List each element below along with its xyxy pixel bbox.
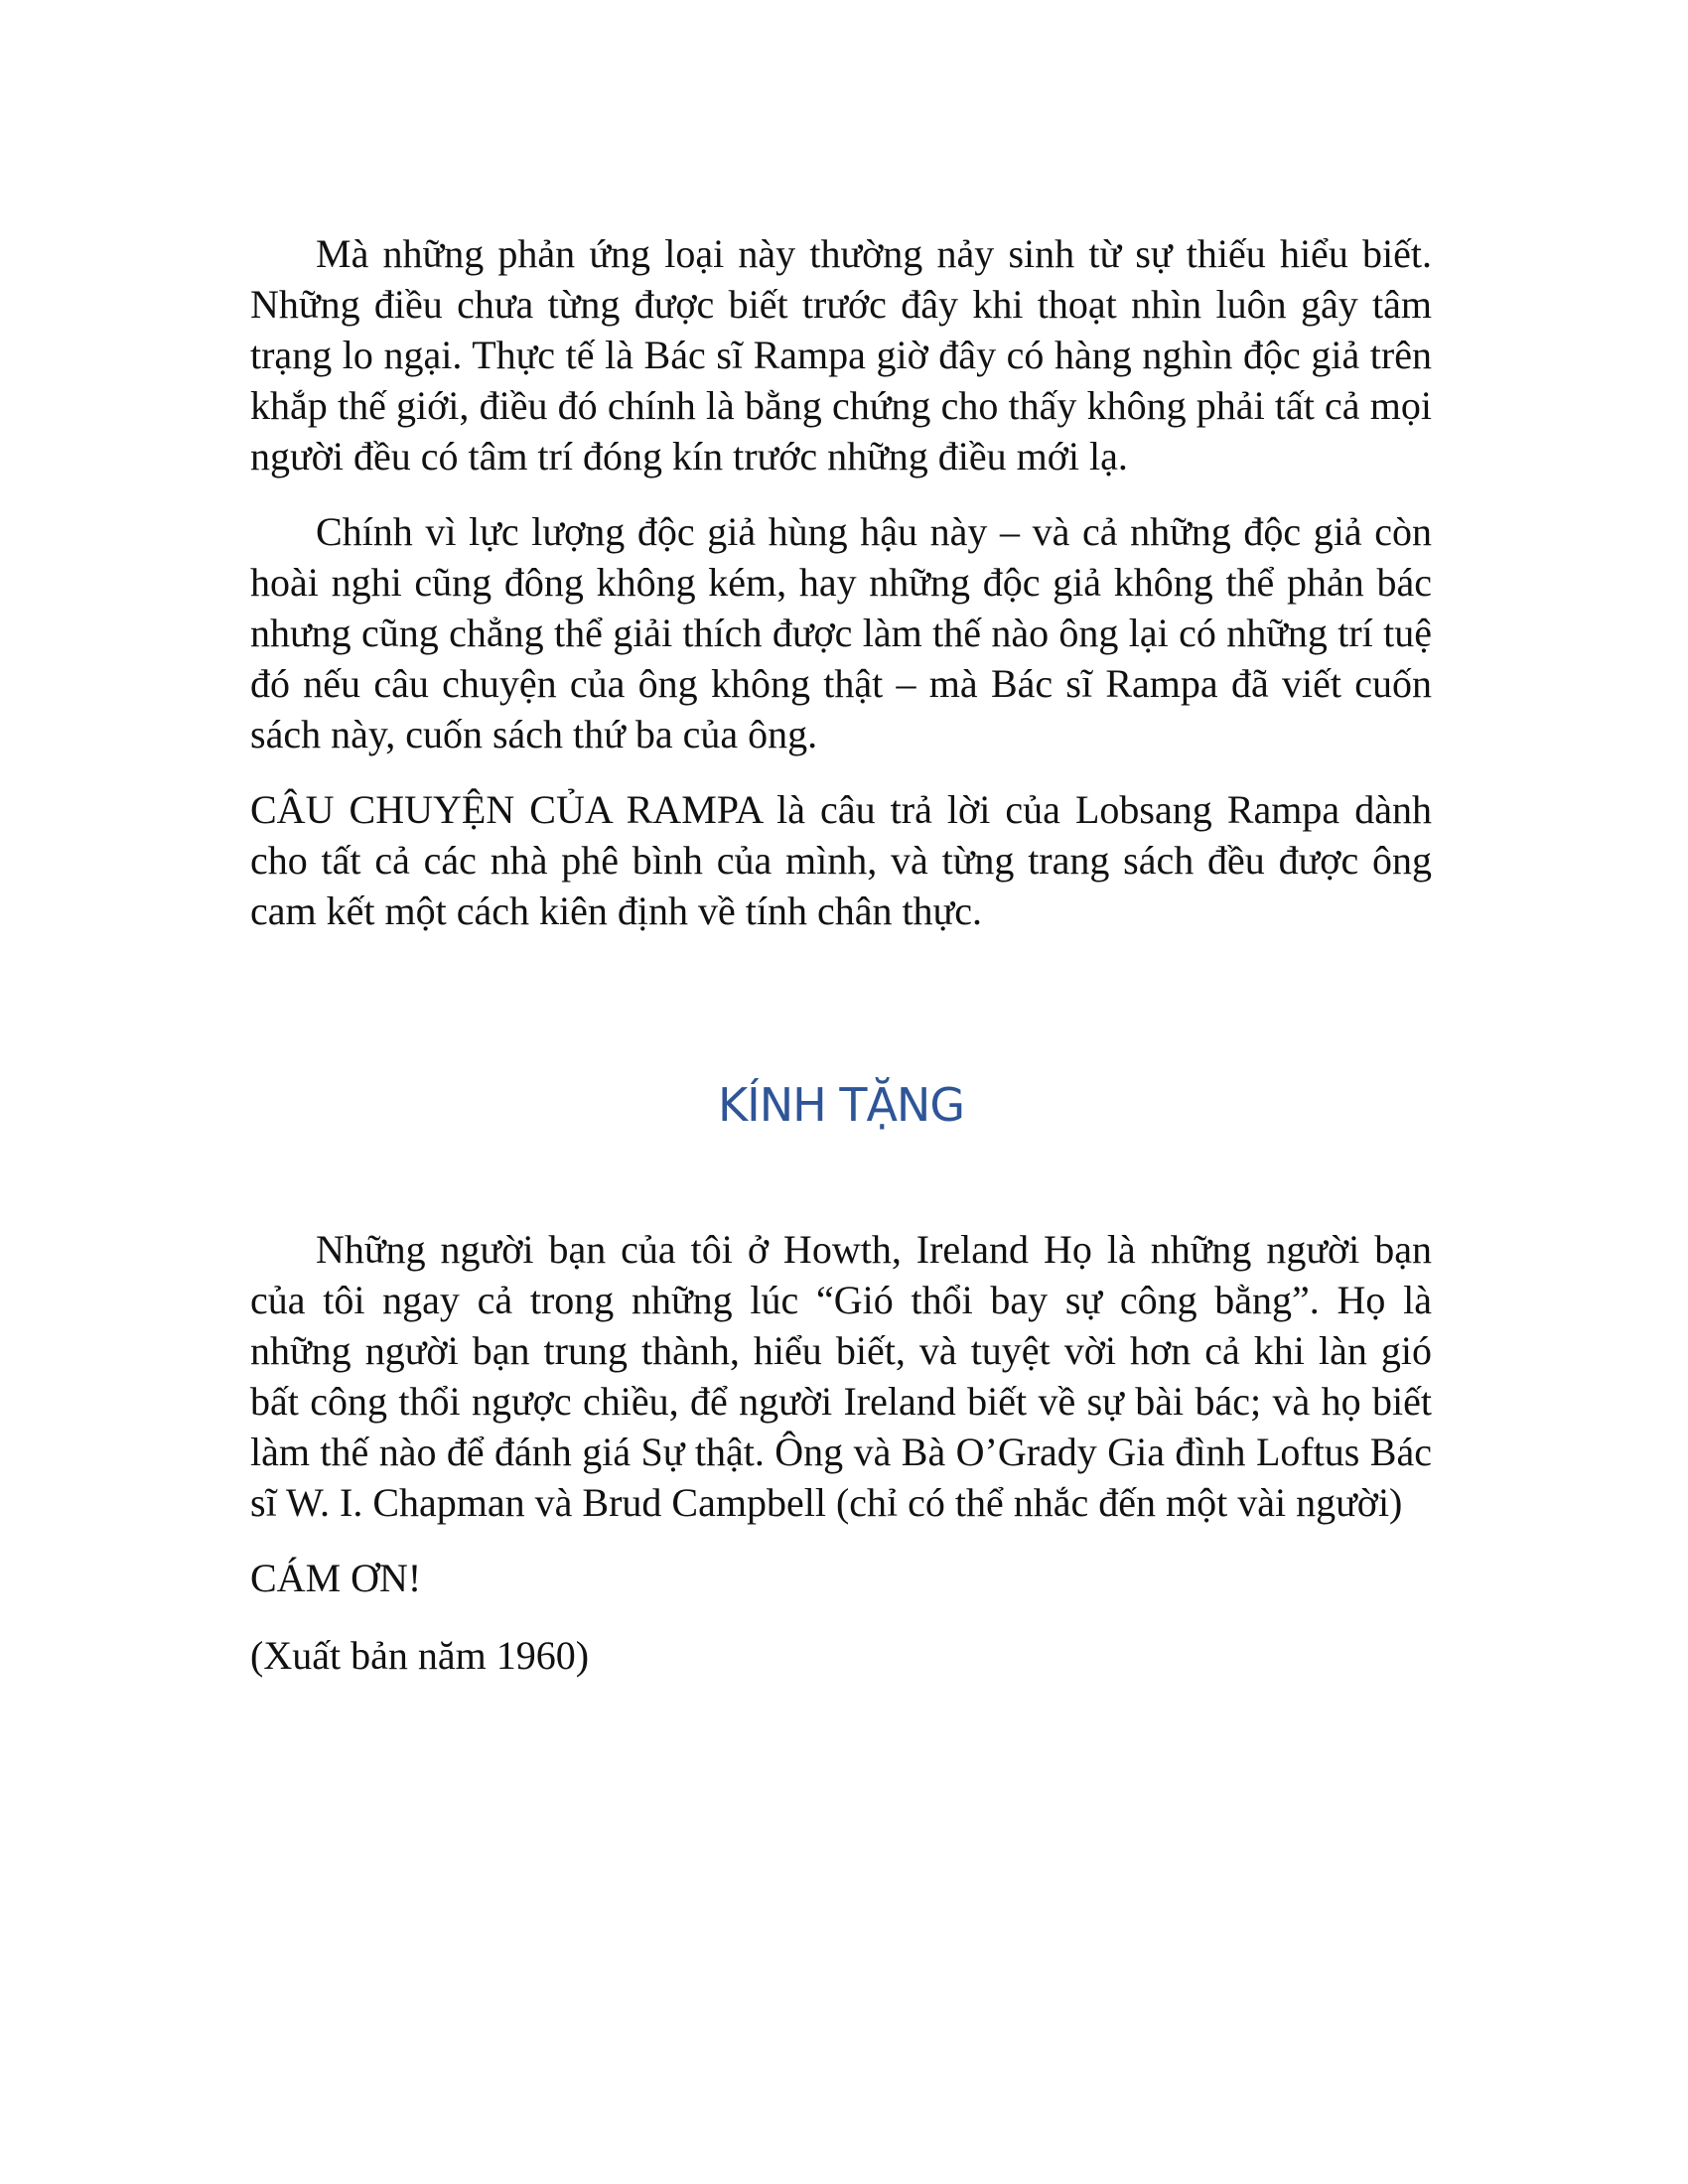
dedication-thanks: CÁM ƠN!: [250, 1556, 422, 1600]
document-page: [250, 228, 1432, 1707]
intro-paragraph-1: Mà những phản ứng loại này thường nảy sinh từ sự thiếu hiểu biết. Những điều chưa từng được biết trước đây khi thoạt nhìn luôn gây tâm trạng lo ngại. Thực tế là Bác sĩ Rampa giờ đây có hàng nghìn độc giả trên khắp thế giới, điều đó chính là bằng chứng cho thấy không phải tất cả mọi người đều có tâm trí đóng kín trước những điều mới lạ.: [250, 231, 1432, 478]
dedication-body: Những người bạn của tôi ở Howth, Ireland Họ là những người bạn của tôi ngay cả trong những lúc “Gió thổi bay sự công bằng”. Họ là những người bạn trung thành, hiểu biết, và tuyệt vời hơn cả khi làn gió bất công thổi ngược chiều, để người Ireland biết về sự bài bác; và họ biết làm thế nào để đánh giá Sự thật. Ông và Bà O’Grady Gia đình Loftus Bác sĩ W. I. Chapman và Brud Campbell (chỉ có thể nhắc đến một vài người): [250, 1227, 1432, 1525]
dedication-heading: KÍNH TẶNG: [718, 1078, 964, 1132]
publication-note: (Xuất bản năm 1960): [250, 1633, 590, 1678]
intro-statement: CÂU CHUYỆN CỦA RAMPA là câu trả lời của Lobsang Rampa dành cho tất cả các nhà phê bình của mình, và từng trang sách đều được ông cam kết một cách kiên định về tính chân thực.: [250, 787, 1432, 933]
intro-paragraph-2: Chính vì lực lượng độc giả hùng hậu này – và cả những độc giả còn hoài nghi cũng đông không kém, hay những độc giả không thể phản bác nhưng cũng chẳng thể giải thích được làm thế nào ông lại có những trí tuệ đó nếu câu chuyện của ông không thật – mà Bác sĩ Rampa đã viết cuốn sách này, cuốn sách thứ ba của ông.: [250, 509, 1432, 756]
